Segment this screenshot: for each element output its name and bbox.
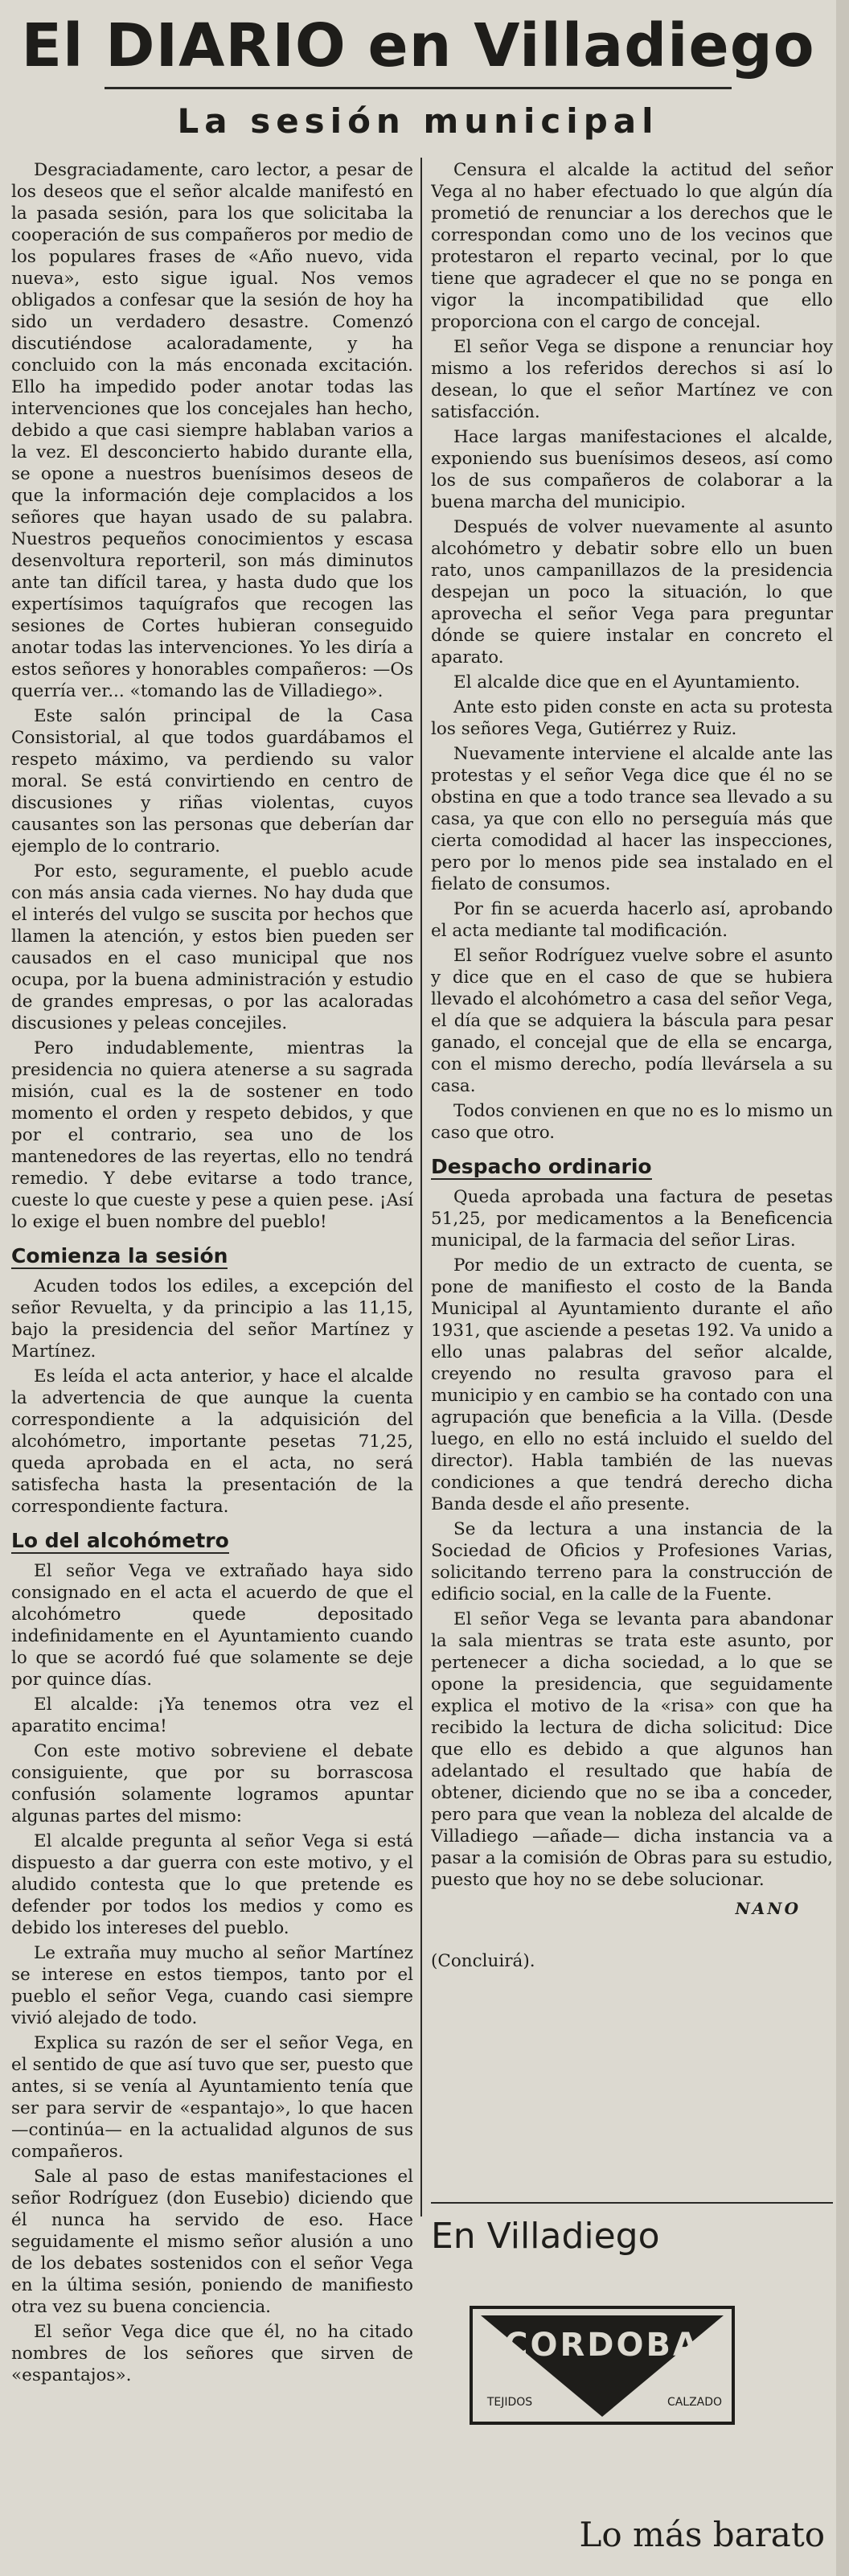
paragraph: Desgraciadamente, caro lector, a pesar de los deseos que el señor alcalde manifestó en la pasada sesión, para los que solicitaba la cooperación de sus compañeros por medio de los populares frases de «Año nuevo, vida nueva», esto sigue igual. Nos vemos obligados a confesar que la sesión de hoy ha sido un verdadero desastre. Comenzó discutiéndose acaloradamente, y ha concluido con la más enconada excitación. Ello ha impedido poder anotar todas las intervenciones que los concejales han hecho, debido a que casi siempre hablaban varios a la vez. El desconcierto habido durante ella, se opone a nuestros buenísimos deseos de que la información deje complacidos a los señores que hayan usado de su palabra. Nuestros pequeños conocimientos y escasa desenvoltura reporteril, son más diminutos ante tan difícil tarea, y hasta dudo que los expertísimos taquígrafos que recogen las sesiones de Cortes hubieran conseguido anotar todas las intervenciones. Yo les diría a estos señores y honorables compañeros: —Os querría ver... «tomando las de Villadiego». <box>11 160 413 701</box>
cordoba-logo <box>470 2306 735 2425</box>
paragraph: Explica su razón de ser el señor Vega, en el sentido de que así tuvo que ser, puesto que antes, si se venía al Ayuntamiento tenía que ser para servir de «espantajo», lo que hacen —continúa— en la actualidad algunos de sus compañeros. <box>11 2033 413 2162</box>
paragraph: Es leída el acta anterior, y hace el alcalde la advertencia de que aunque la cuenta correspondiente a la adquisición del alcohómetro, importante pesetas 71,25, queda aprobada en el acta, no será satisfecha hasta la presentación de la correspondiente factura. <box>11 1366 413 1517</box>
paragraph: El alcalde: ¡Ya tenemos otra vez el aparatito encima! <box>11 1695 413 1736</box>
paragraph: Por medio de un extracto de cuenta, se pone de manifiesto el costo de la Banda Municipal al Ayuntamiento durante el año 1931, que asciende a pesetas 192. Va unido a ello unas palabras del señor alcalde, creyendo no resulta gravoso para el municipio y en cambio se ha contado con una agrupación que beneficia a la Villa. (Desde luego, en ello no está incluido el sueldo del director). Habla también de las nuevas condiciones a que tendrá derecho dicha Banda desde el año presente. <box>431 1255 833 1514</box>
paragraph: Con este motivo sobreviene el debate consiguiente, que por su borrascosa confusión solamente logramos apuntar algunas partes del mismo: <box>11 1741 413 1826</box>
paragraph: Por esto, seguramente, el pueblo acude con más ansia cada viernes. No hay duda que el interés del vulgo se suscita por hechos que llamen la atención, y estos bien pueden ser causados en el caso municipal que nos ocupa, por la buena administración y estudio de grandes empresas, o por las acaloradas discusiones y peleas concejiles. <box>11 861 413 1033</box>
author-signature: NANO <box>735 1899 801 1918</box>
section-heading-text: Comienza la sesión <box>11 1244 228 1267</box>
paragraph: Sale al paso de estas manifestaciones el señor Rodríguez (don Eusebio) diciendo que él nunca ha servido de eso. Hace seguidamente el mismo señor alusión a uno de los debates sostenidos con el señor Vega en la última sesión, poniendo de manifiesto otra vez su buena conciencia. <box>11 2167 413 2317</box>
ad-label-left: TEJIDOS <box>486 2396 533 2409</box>
paragraph: Pero indudablemente, mientras la presidencia no quiera atenerse a su sagrada misión, cual es la de sostener en todo momento el orden y respeto debidos, y que por el contrario, sea uno de los mantenedores de las reyertas, ello no tendrá remedio. Y debe evitarse a todo trance, cueste lo que cueste y pese a quien pese. ¡Así lo exige el buen nombre del pueblo! <box>11 1038 413 1232</box>
masthead: El DIARIO en Villadiego <box>21 11 815 80</box>
paragraph: Le extraña muy mucho al señor Martínez se interese en estos tiempos, tanto por el pueblo el señor Vega, cuando casi siempre vivió alejado de todo. <box>11 1943 413 2028</box>
section-heading-text: Lo del alcohómetro <box>11 1529 229 1552</box>
paragraph: Se da lectura a una instancia de la Sociedad de Oficios y Profesiones Varias, solicitando terreno para la construcción de edificio social, en la calle de la Fuente. <box>431 1519 833 1604</box>
paragraph: El señor Rodríguez vuelve sobre el asunto y dice que en el caso de que se hubiera llevado el alcohómetro a casa del señor Vega, el día que se adquiera la báscula para pesar ganado, el concejal que de ella se encarga, con el mismo derecho, podía llevársela a su casa. <box>431 946 833 1096</box>
paragraph: Este salón principal de la Casa Consistorial, al que todos guardábamos el respeto máximo, va perdiendo su valor moral. Se está convirtiendo en centro de discusiones y riñas violentas, cuyos causantes son las personas que deberían dar ejemplo de lo contrario. <box>11 706 413 857</box>
masthead-rule <box>105 87 732 89</box>
paragraph: Después de volver nuevamente al asunto alcohómetro y debatir sobre ello un buen rato, unos campanillazos de la presidencia despejan un poco la situación, lo que aprovecha el señor Vega para preguntar dónde se quiere instalar en concreto el aparato. <box>431 517 833 668</box>
ad-slogan: Lo más barato <box>579 2515 825 2554</box>
paragraph: El alcalde dice que en el Ayuntamiento. <box>453 672 801 692</box>
left-column <box>11 159 413 2564</box>
paragraph: El señor Vega ve extrañado haya sido consignado en el acta el acuerdo de que el alcohómetro quede depositado indefinidamente en el Ayuntamiento cuando lo que se acordó fué que solamente se deje por quince días. <box>11 1561 413 1690</box>
ad-label-right: CALZADO <box>666 2396 723 2409</box>
section-heading <box>11 1529 413 1552</box>
paragraph: El alcalde pregunta al señor Vega si está dispuesto a dar guerra con este motivo, y el aludido contesta que lo que pretende es defender por todos los medios y como es debido los intereses del pueblo. <box>11 1831 413 1938</box>
paragraph: Nuevamente interviene el alcalde ante las protestas y el señor Vega dice que él no se obstina en que a todo trance sea llevado a su casa, ya que con ello no perseguía más que cierta comodidad al hacer las inspecciones, pero por lo menos pide sea instalado en el fielato de consumos. <box>431 744 833 894</box>
paragraph: Acuden todos los ediles, a excepción del señor Revuelta, y da principio a las 11,15, bajo la presidencia del señor Martínez y Martínez. <box>11 1276 413 1362</box>
ad-brand: CORDOBA <box>504 2327 700 2364</box>
paragraph: Hace largas manifestaciones el alcalde, exponiendo sus buenísimos deseos, así como los de sus compañeros de colaborar a la buena marcha del municipio. <box>431 427 833 512</box>
paragraph: Censura el alcalde la actitud del señor Vega al no haber efectuado lo que algún día prometió de renunciar a los derechos que le correspondan como uno de los vecinos que protestaron el reparto vecinal, por lo que tiene que agradecer el que no se ponga en vigor la incompatibilidad que ello proporciona con el cargo de concejal. <box>431 160 833 332</box>
article-headline: La sesión municipal <box>177 101 659 141</box>
paragraph: Por fin se acuerda hacerlo así, aprobando el acta mediante tal modificación. <box>431 899 833 941</box>
paragraph: Queda aprobada una factura de pesetas 51,25, por medicamentos a la Beneficencia municipal, de la farmacia del señor Liras. <box>431 1187 833 1251</box>
adjacent-page-edge <box>836 0 849 2576</box>
advertisement <box>431 2216 833 2570</box>
paragraph: El señor Vega dice que él, no ha citado nombres de los señores que sirven de «espantajos». <box>11 2322 413 2385</box>
paragraph: Ante esto piden conste en acta su protesta los señores Vega, Gutiérrez y Ruiz. <box>431 697 833 739</box>
ad-town: En Villadiego <box>431 2216 660 2257</box>
continued-note: (Concluirá). <box>431 1951 535 1971</box>
paragraph: El señor Vega se levanta para abandonar la sala mientras se trata este asunto, por pertenecer a dicha sociedad, a lo que se opone la presidencia, que seguidamente explica el motivo de la «risa» con que ha recibido la lectura de dicha solicitud: Dice que ello es debido a que algunos han adelantado el resultado que había de obtener, diciendo que no se iba a conceder, pero para que vean la nobleza del alcalde de Villadiego —añade— dicha instancia va a pasar a la comisión de Obras para su estudio, puesto que hoy no se debe solucionar. <box>431 1609 833 1890</box>
section-heading <box>11 1244 413 1267</box>
column-divider <box>420 158 422 2217</box>
section-heading <box>431 1155 833 1178</box>
paragraph: El señor Vega se dispone a renunciar hoy mismo a los referidos derechos si así lo desean, lo que el señor Martínez ve con satisfacción. <box>431 337 833 422</box>
paragraph: Todos convienen en que no es lo mismo un caso que otro. <box>431 1101 833 1143</box>
section-heading-text: Despacho ordinario <box>431 1155 652 1178</box>
advertisement-rule <box>431 2202 833 2204</box>
